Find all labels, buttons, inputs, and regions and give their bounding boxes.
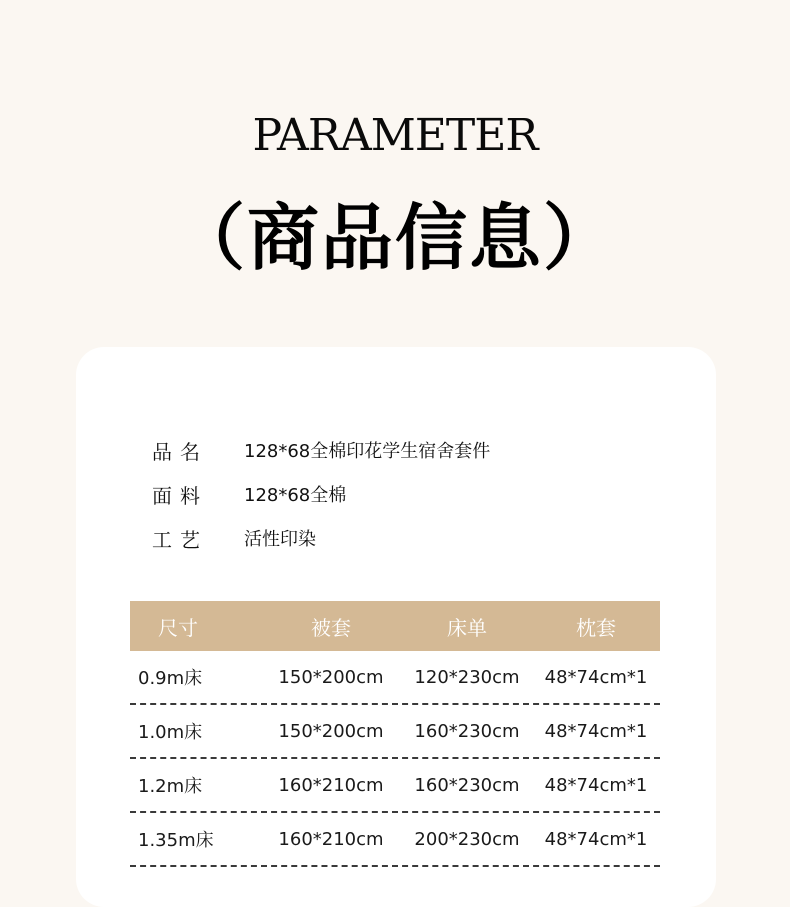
table-cell: 48*74cm*1 [544, 828, 648, 850]
table-cell: 160*230cm [414, 774, 520, 796]
info-row-fabric [152, 472, 490, 516]
table-row [130, 651, 660, 705]
table-cell: 1.35m床 [138, 830, 214, 851]
info-label: 工艺 [152, 527, 208, 552]
table-cell: 200*230cm [414, 828, 520, 850]
info-label: 品名 [152, 439, 208, 464]
table-cell: 160*230cm [414, 720, 520, 742]
table-cell: 48*74cm*1 [544, 666, 648, 688]
table-cell: 160*210cm [278, 774, 384, 796]
table-cell: 150*200cm [278, 720, 384, 742]
table-cell: 1.0m床 [138, 722, 203, 743]
table-cell: 120*230cm [414, 666, 520, 688]
info-value: 128*68全棉 [244, 485, 347, 506]
table-cell: 160*210cm [278, 828, 384, 850]
page-subtitle: （商品信息） [172, 196, 617, 280]
table-header [130, 601, 660, 651]
table-row [130, 813, 660, 867]
table-cell: 1.2m床 [138, 776, 203, 797]
table-cell: 0.9m床 [138, 668, 203, 689]
column-header: 被套 [311, 615, 351, 640]
column-header: 枕套 [576, 615, 616, 640]
info-value: 活性印染 [244, 529, 316, 550]
size-spec-table [130, 601, 660, 867]
table-cell: 48*74cm*1 [544, 720, 648, 742]
table-cell: 150*200cm [278, 666, 384, 688]
table-row [130, 705, 660, 759]
table-row [130, 759, 660, 813]
product-info-list [152, 428, 490, 560]
page-title: PARAMETER [252, 110, 538, 161]
column-header: 床单 [447, 615, 487, 640]
table-cell: 48*74cm*1 [544, 774, 648, 796]
info-label: 面料 [152, 483, 208, 508]
column-header: 尺寸 [158, 615, 198, 640]
info-value: 128*68全棉印花学生宿舍套件 [244, 441, 491, 462]
info-row-name [152, 428, 490, 472]
info-row-process [152, 516, 490, 560]
